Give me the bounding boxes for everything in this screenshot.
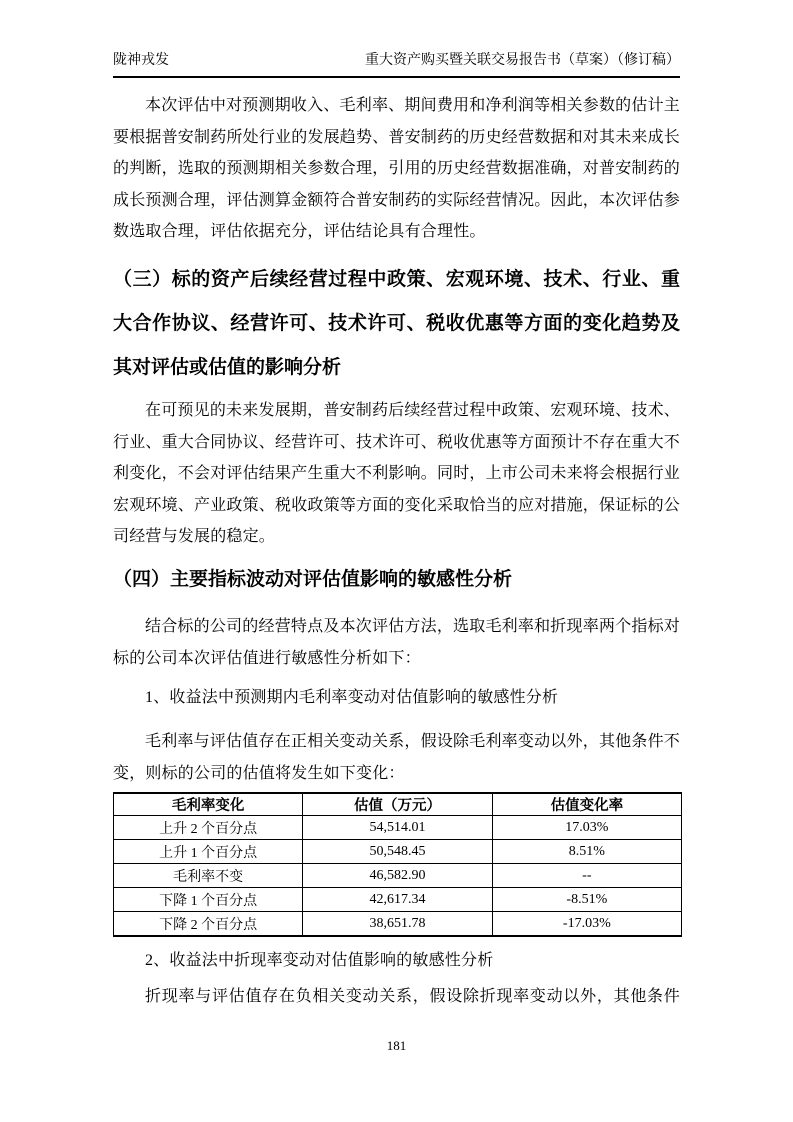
- section-3-paragraph: 在可预见的未来发展期，普安制药后续经营过程中政策、宏观环境、技术、行业、重大合同协议、经营许可、技术许可、税收优惠等方面预计不存在重大不利变化，不会对评估结果产生重大不利影响。同时，上市公司未来将会根据行业宏观环境、产业政策、税收政策等方面的变化采取恰当的应对措施，保证标的公司经营与发展的稳定。: [113, 402, 681, 545]
- table-cell: 上升 2 个百分点: [114, 816, 303, 840]
- table-cell: --: [492, 864, 681, 888]
- subsection-2-heading: 2、收益法中折现率变动对估值影响的敏感性分析: [145, 952, 494, 969]
- header-doc-title: 重大资产购买暨关联交易报告书（草案）（修订稿）: [365, 53, 680, 68]
- table-cell: 54,514.01: [303, 816, 492, 840]
- table-cell: 下降 1 个百分点: [114, 888, 303, 912]
- table-cell: -8.51%: [492, 888, 681, 912]
- table-cell: 42,617.34: [303, 888, 492, 912]
- subsection-1-heading: 1、收益法中预测期内毛利率变动对估值影响的敏感性分析: [145, 689, 559, 706]
- page-number: 181: [386, 1038, 407, 1053]
- table-cell: -17.03%: [492, 912, 681, 937]
- table-header-cell: 毛利率变化: [114, 793, 303, 816]
- sensitivity-table: [113, 792, 682, 937]
- discount-rate-paragraph: 折现率与评估值存在负相关变动关系，假设除折现率变动以外，其他条件: [145, 988, 680, 1005]
- table-row: [114, 816, 682, 840]
- table-header-row: [114, 793, 682, 816]
- intro-paragraph: 本次评估中对预测期收入、毛利率、期间费用和净利润等相关参数的估计主要根据普安制药所处行业的发展趋势、普安制药的历史经营数据和对其未来成长的判断，选取的预测期相关参数合理，引用的历史经营数据准确，对普安制药的成长预测合理，评估测算金额符合普安制药的实际经营情况。因此，本次评估参数选取合理，评估依据充分，评估结论具有合理性。: [113, 97, 681, 240]
- table-cell: 46,582.90: [303, 864, 492, 888]
- table-row: [114, 888, 682, 912]
- table-row: [114, 840, 682, 864]
- running-header: [113, 52, 680, 78]
- header-company-name: 陇神戎发: [113, 53, 169, 68]
- table-row: [114, 864, 682, 888]
- gross-margin-paragraph: 毛利率与评估值存在正相关变动关系，假设除毛利率变动以外，其他条件不变，则标的公司的估值将发生如下变化：: [113, 733, 680, 782]
- table-cell: 下降 2 个百分点: [114, 912, 303, 937]
- table-row: [114, 912, 682, 937]
- section-4-heading: （四）主要指标波动对评估值影响的敏感性分析: [113, 569, 513, 590]
- section-4-intro-paragraph: 结合标的公司的经营特点及本次评估方法，选取毛利率和折现率两个指标对标的公司本次评估值进行敏感性分析如下：: [113, 618, 680, 667]
- sensitivity-table-container: [113, 792, 682, 937]
- table-cell: 17.03%: [492, 816, 681, 840]
- table-header-cell: 估值（万元）: [303, 793, 492, 816]
- table-cell: 毛利率不变: [114, 864, 303, 888]
- table-cell: 8.51%: [492, 840, 681, 864]
- section-3-heading: （三）标的资产后续经营过程中政策、宏观环境、技术、行业、重大合作协议、经营许可、技术许可、税收优惠等方面的变化趋势及其对评估或估值的影响分析: [113, 269, 680, 378]
- table-cell: 上升 1 个百分点: [114, 840, 303, 864]
- table-cell: 38,651.78: [303, 912, 492, 937]
- table-header-cell: 估值变化率: [492, 793, 681, 816]
- table-cell: 50,548.45: [303, 840, 492, 864]
